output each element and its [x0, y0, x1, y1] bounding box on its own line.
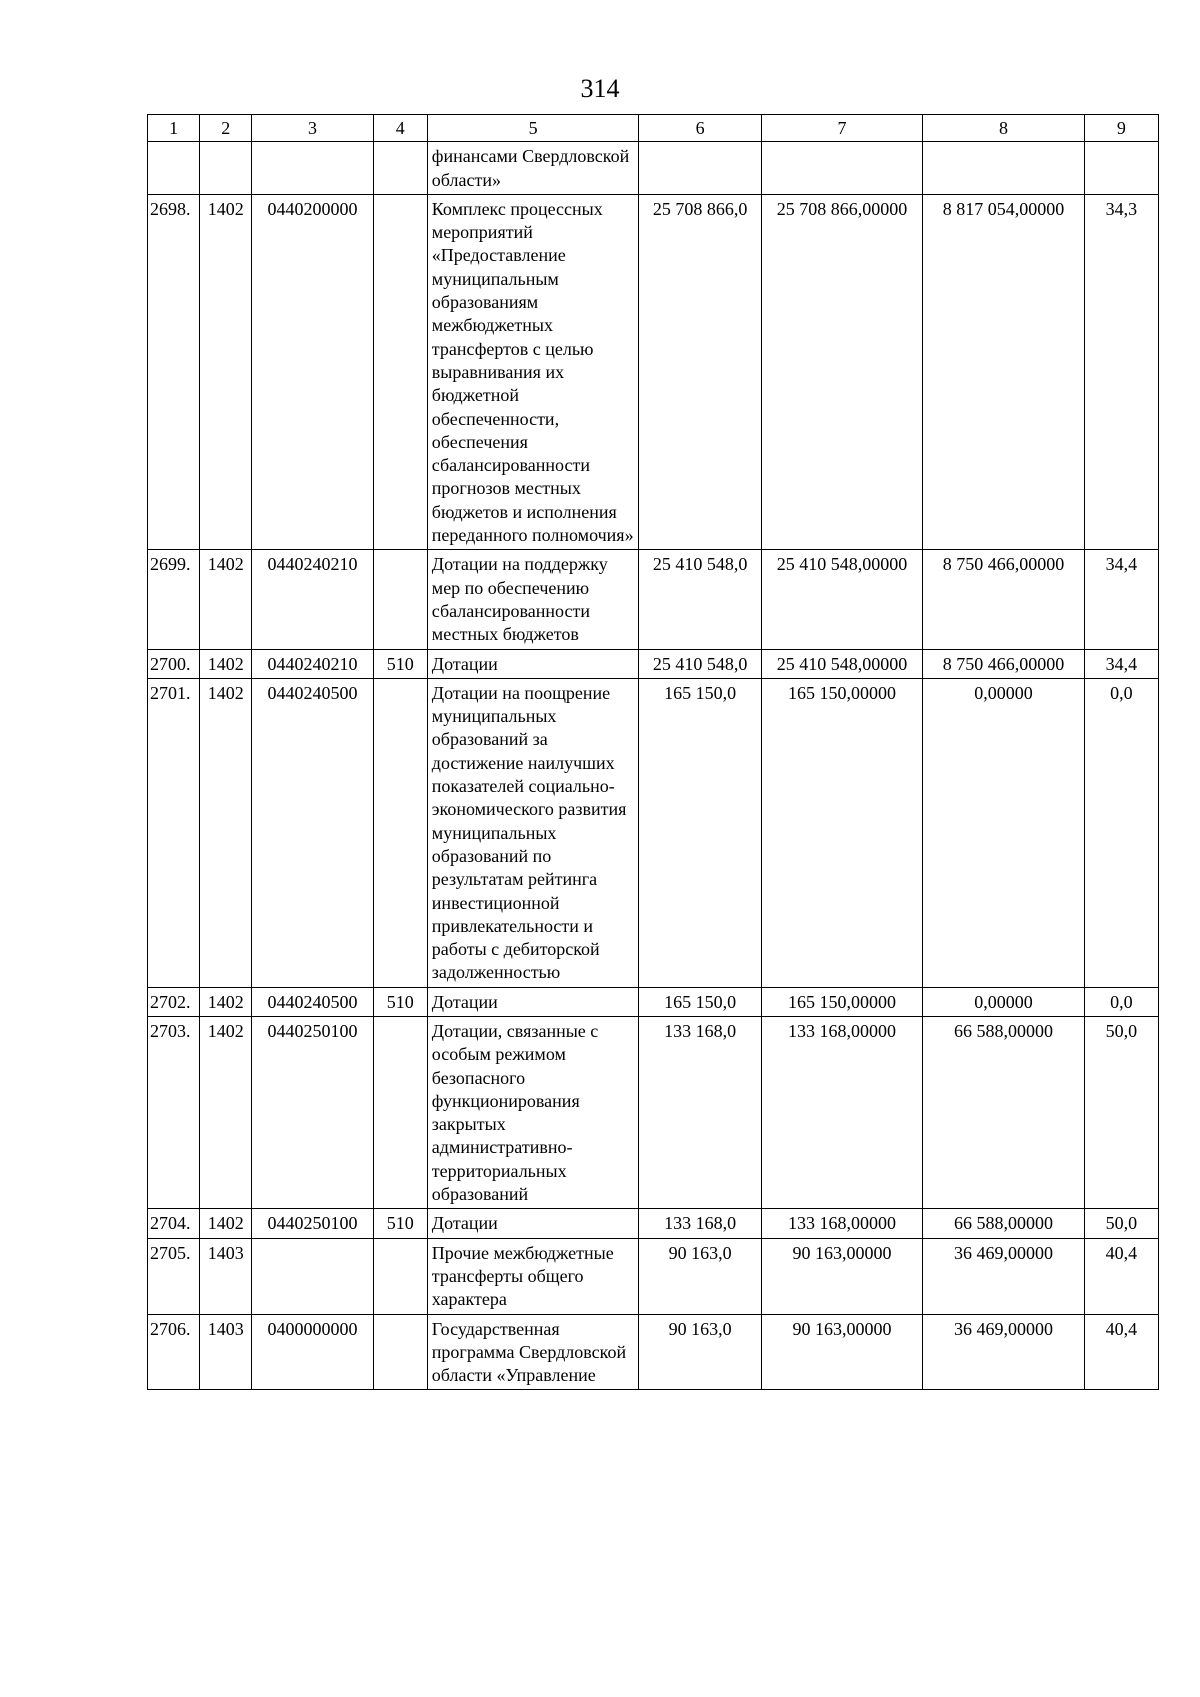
- table-row: [148, 1209, 1159, 1238]
- row-number: 2703.: [148, 1016, 200, 1208]
- table-row: [148, 649, 1159, 678]
- planned-amount: 165 150,0: [639, 678, 761, 987]
- row-number: 2706.: [148, 1314, 200, 1390]
- expense-type: [373, 1016, 427, 1208]
- execution-percent: 34,4: [1084, 550, 1158, 649]
- row-number: 2701.: [148, 678, 200, 987]
- executed-amount: 66 588,00000: [923, 1209, 1084, 1238]
- approved-amount: 90 163,00000: [761, 1314, 922, 1390]
- header-col-7: 7: [761, 115, 922, 142]
- table-row: [148, 194, 1159, 549]
- approved-amount: 25 708 866,00000: [761, 194, 922, 549]
- target-code: 0440250100: [252, 1016, 373, 1208]
- item-name: Дотации: [427, 1209, 639, 1238]
- planned-amount: 133 168,0: [639, 1209, 761, 1238]
- page-number: 314: [580, 74, 620, 103]
- section-code: 1402: [200, 678, 252, 987]
- expense-type: [373, 1238, 427, 1314]
- row-number: 2698.: [148, 194, 200, 549]
- approved-amount: 133 168,00000: [761, 1016, 922, 1208]
- approved-amount: 90 163,00000: [761, 1238, 922, 1314]
- execution-percent: 0,0: [1084, 678, 1158, 987]
- planned-amount: [639, 142, 761, 195]
- executed-amount: 8 817 054,00000: [923, 194, 1084, 549]
- section-code: 1402: [200, 1209, 252, 1238]
- item-name: Комплекс процессных мероприятий «Предоставление муниципальным образованиям межбюджетных трансфертов с целью выравнивания их бюджетной обеспеченности, обеспечения сбалансированности прогнозов местных бюджетов и исполнения переданного полномочия»: [427, 194, 639, 549]
- section-code: 1402: [200, 1016, 252, 1208]
- table-header: [148, 115, 1159, 142]
- header-col-9: 9: [1084, 115, 1158, 142]
- execution-percent: [1084, 142, 1158, 195]
- expense-type: [373, 550, 427, 649]
- row-number: 2705.: [148, 1238, 200, 1314]
- header-col-6: 6: [639, 115, 761, 142]
- planned-amount: 25 410 548,0: [639, 649, 761, 678]
- item-name: Дотации: [427, 987, 639, 1016]
- section-code: 1403: [200, 1238, 252, 1314]
- approved-amount: 133 168,00000: [761, 1209, 922, 1238]
- table-row: [148, 142, 1159, 195]
- row-number: 2699.: [148, 550, 200, 649]
- table-row: [148, 987, 1159, 1016]
- executed-amount: 8 750 466,00000: [923, 550, 1084, 649]
- executed-amount: 36 469,00000: [923, 1314, 1084, 1390]
- table-row: [148, 1314, 1159, 1390]
- header-col-8: 8: [923, 115, 1084, 142]
- target-code: 0440240210: [252, 649, 373, 678]
- approved-amount: 25 410 548,00000: [761, 649, 922, 678]
- target-code: 0440240500: [252, 678, 373, 987]
- item-name: Дотации, связанные с особым режимом безопасного функционирования закрытых административно-территориальных образований: [427, 1016, 639, 1208]
- approved-amount: 165 150,00000: [761, 678, 922, 987]
- executed-amount: 0,00000: [923, 987, 1084, 1016]
- table-row: [148, 1016, 1159, 1208]
- target-code: 0440240500: [252, 987, 373, 1016]
- expense-type: 510: [373, 649, 427, 678]
- expense-type: [373, 142, 427, 195]
- item-name: Прочие межбюджетные трансферты общего характера: [427, 1238, 639, 1314]
- table-row: [148, 550, 1159, 649]
- header-row: [148, 115, 1159, 142]
- execution-percent: 34,3: [1084, 194, 1158, 549]
- execution-percent: 40,4: [1084, 1314, 1158, 1390]
- executed-amount: 8 750 466,00000: [923, 649, 1084, 678]
- execution-percent: 0,0: [1084, 987, 1158, 1016]
- expense-type: 510: [373, 987, 427, 1016]
- table-row: [148, 1238, 1159, 1314]
- target-code: 0440240210: [252, 550, 373, 649]
- execution-percent: 50,0: [1084, 1016, 1158, 1208]
- approved-amount: 25 410 548,00000: [761, 550, 922, 649]
- item-name: Дотации на поддержку мер по обеспечению сбалансированности местных бюджетов: [427, 550, 639, 649]
- budget-table: [147, 114, 1159, 1390]
- section-code: 1402: [200, 649, 252, 678]
- target-code: 0400000000: [252, 1314, 373, 1390]
- table-row: [148, 678, 1159, 987]
- execution-percent: 50,0: [1084, 1209, 1158, 1238]
- planned-amount: 90 163,0: [639, 1314, 761, 1390]
- expense-type: 510: [373, 1209, 427, 1238]
- target-code: 0440200000: [252, 194, 373, 549]
- planned-amount: 165 150,0: [639, 987, 761, 1016]
- table-body: [148, 142, 1159, 1390]
- planned-amount: 25 410 548,0: [639, 550, 761, 649]
- row-number: 2702.: [148, 987, 200, 1016]
- header-col-1: 1: [148, 115, 200, 142]
- executed-amount: 36 469,00000: [923, 1238, 1084, 1314]
- executed-amount: [923, 142, 1084, 195]
- target-code: [252, 1238, 373, 1314]
- section-code: 1403: [200, 1314, 252, 1390]
- target-code: 0440250100: [252, 1209, 373, 1238]
- section-code: 1402: [200, 194, 252, 549]
- item-name: Государственная программа Свердловской области «Управление: [427, 1314, 639, 1390]
- planned-amount: 133 168,0: [639, 1016, 761, 1208]
- item-name: Дотации на поощрение муниципальных образований за достижение наилучших показателей социально-экономического развития муниципальных образований по результатам рейтинга инвестиционной привлекательности и работы с дебиторской задолженностью: [427, 678, 639, 987]
- row-number: [148, 142, 200, 195]
- header-col-5: 5: [427, 115, 639, 142]
- planned-amount: 90 163,0: [639, 1238, 761, 1314]
- execution-percent: 34,4: [1084, 649, 1158, 678]
- section-code: 1402: [200, 550, 252, 649]
- target-code: [252, 142, 373, 195]
- planned-amount: 25 708 866,0: [639, 194, 761, 549]
- section-code: [200, 142, 252, 195]
- expense-type: [373, 678, 427, 987]
- executed-amount: 66 588,00000: [923, 1016, 1084, 1208]
- row-number: 2700.: [148, 649, 200, 678]
- approved-amount: [761, 142, 922, 195]
- expense-type: [373, 1314, 427, 1390]
- executed-amount: 0,00000: [923, 678, 1084, 987]
- item-name: финансами Свердловской области»: [427, 142, 639, 195]
- section-code: 1402: [200, 987, 252, 1016]
- approved-amount: 165 150,00000: [761, 987, 922, 1016]
- expense-type: [373, 194, 427, 549]
- row-number: 2704.: [148, 1209, 200, 1238]
- header-col-2: 2: [200, 115, 252, 142]
- execution-percent: 40,4: [1084, 1238, 1158, 1314]
- header-col-4: 4: [373, 115, 427, 142]
- header-col-3: 3: [252, 115, 373, 142]
- item-name: Дотации: [427, 649, 639, 678]
